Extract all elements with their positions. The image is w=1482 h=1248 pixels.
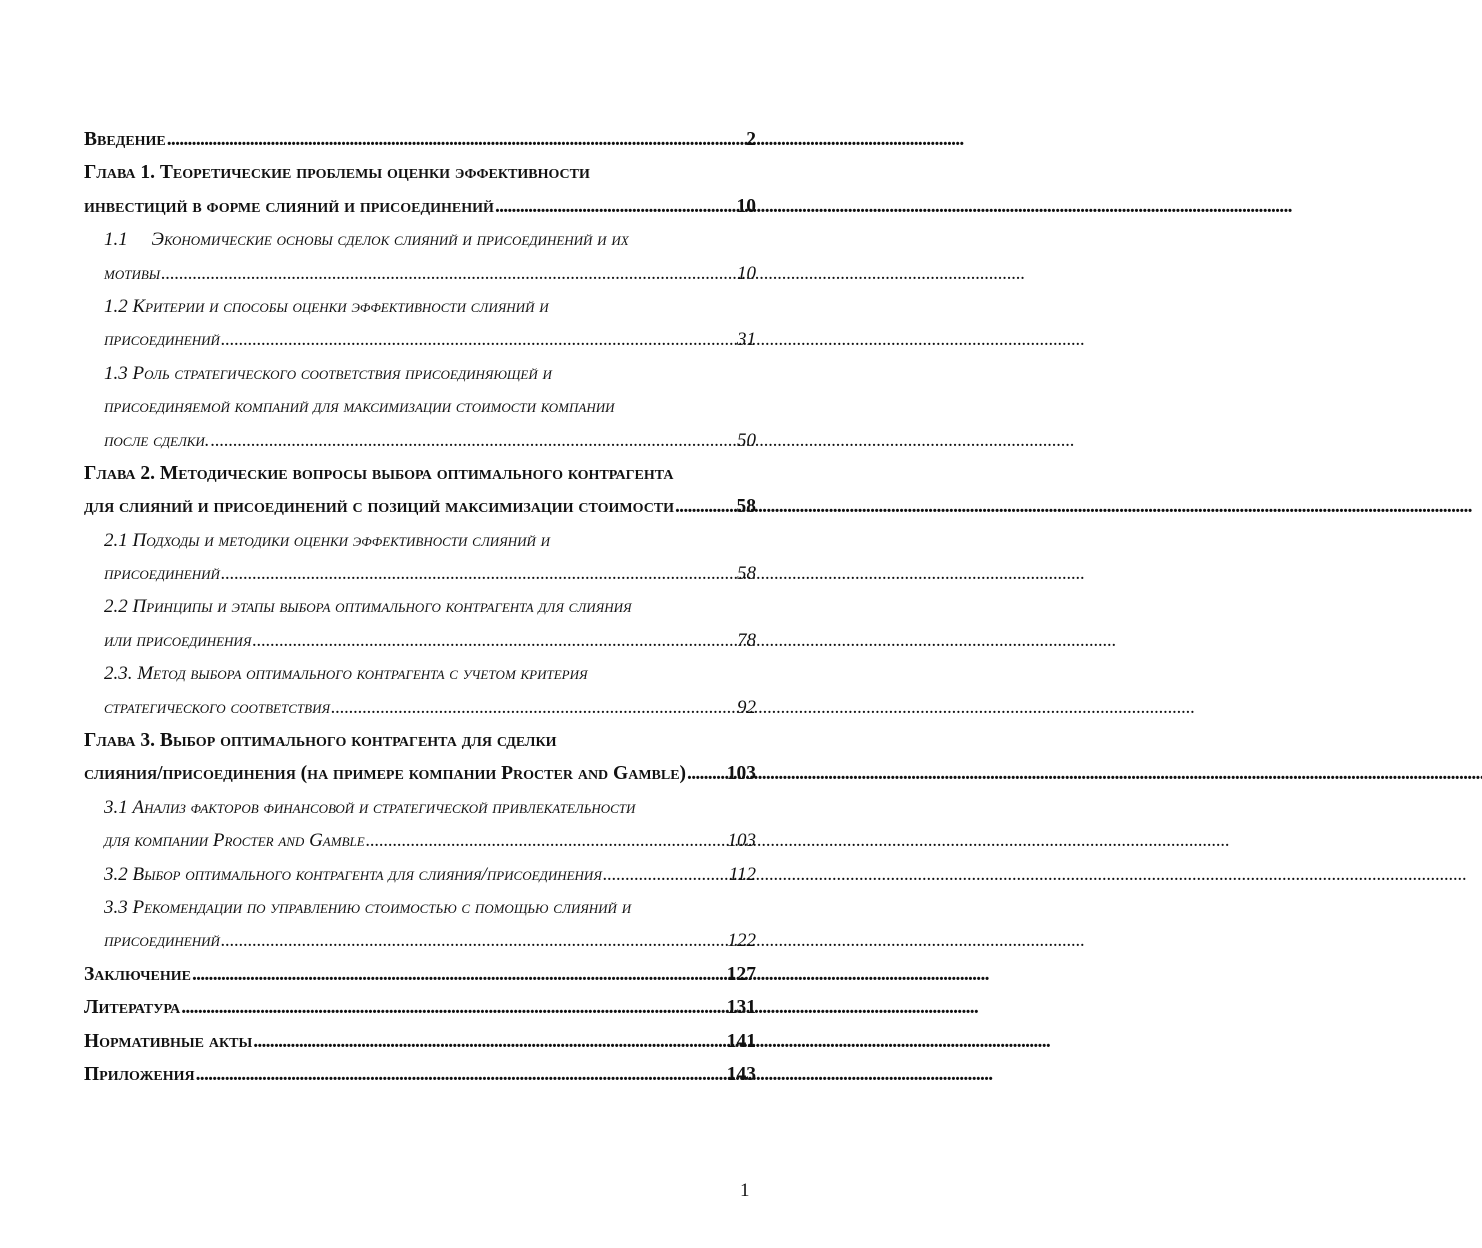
toc-entry-title: Глава 2. Методические вопросы выбора оптимального контрагента — [84, 462, 674, 484]
toc-section-entry[interactable] — [84, 524, 756, 591]
toc-entry-title: 3.2 Выбор оптимального контрагента для слияния/присоединения — [104, 863, 602, 885]
toc-chapter-entry[interactable] — [84, 1025, 756, 1058]
dot-leader — [603, 858, 728, 891]
toc-entry-title: Глава 1. Теоретические проблемы оценки эффективности — [84, 162, 590, 184]
toc-entry-title: после сделки. — [104, 429, 210, 451]
toc-page-number: 112 — [728, 863, 756, 885]
toc-page-number: 143 — [726, 1063, 756, 1085]
dot-leader — [192, 958, 726, 991]
toc-chapter-entry[interactable] — [84, 156, 756, 223]
toc-section-entry[interactable] — [84, 357, 756, 457]
toc-entry-title: мотивы — [104, 262, 161, 284]
dot-leader — [167, 123, 745, 156]
toc-entry-title: 1.1 Экономические основы сделок слияний и присоединений и их — [104, 229, 629, 251]
toc-line — [84, 1058, 756, 1091]
toc-entry-title: Глава 3. Выбор оптимального контрагента для сделки — [84, 730, 557, 752]
toc-page-number: 31 — [737, 329, 756, 351]
toc-entry-title: Приложения — [84, 1063, 195, 1085]
toc-entry-title: 2.2 Принципы и этапы выбора оптимального контрагента для слияния — [104, 596, 632, 618]
toc-entry-title: 3.1 Анализ факторов финансовой и стратегической привлекательности — [104, 796, 636, 818]
toc-entry-title: Введение — [84, 129, 166, 150]
toc-page-number: 50 — [737, 429, 756, 451]
toc-line — [84, 1025, 756, 1058]
toc-line — [84, 323, 756, 356]
toc-entry-title: присоединений — [104, 329, 220, 351]
toc-chapter-entry[interactable] — [84, 457, 756, 524]
toc-line — [84, 791, 756, 824]
toc-line — [84, 991, 756, 1024]
toc-entry-title: Нормативные акты — [84, 1030, 253, 1052]
dot-leader — [675, 490, 735, 523]
toc-section-entry[interactable] — [84, 891, 756, 958]
toc-entry-title: 2.3. Метод выбора оптимального контрагента с учетом критерия — [104, 663, 588, 685]
toc-line — [84, 958, 756, 991]
toc-entry-title: для компании Procter and Gamble — [104, 830, 365, 852]
toc-page-number: 103 — [726, 763, 756, 785]
toc-chapter-entry[interactable] — [84, 123, 756, 156]
toc-line — [84, 524, 756, 557]
toc-entry-title: присоединений — [104, 930, 220, 952]
toc-line — [84, 123, 756, 156]
toc-page-number: 131 — [726, 997, 756, 1019]
toc-page-number: 92 — [737, 696, 756, 718]
toc-line — [84, 490, 756, 523]
toc-line — [84, 257, 756, 290]
toc-section-entry[interactable] — [84, 590, 756, 657]
toc-line — [84, 223, 756, 256]
dot-leader — [211, 424, 736, 457]
dot-leader — [252, 624, 736, 657]
toc-page-number: 10 — [736, 195, 756, 217]
toc-line — [84, 657, 756, 690]
dot-leader — [196, 1058, 726, 1091]
toc-entry-title: присоединений — [104, 563, 220, 585]
toc-section-entry[interactable] — [84, 223, 756, 290]
toc-line — [84, 891, 756, 924]
page-number: 1 — [740, 1180, 750, 1201]
toc-chapter-entry[interactable] — [84, 958, 756, 991]
toc-page-number: 10 — [737, 262, 756, 284]
toc-line — [84, 357, 756, 390]
toc-line — [84, 190, 756, 223]
dot-leader — [687, 757, 726, 790]
toc-entry-title: 1.2 Критерии и способы оценки эффективности слияний и — [104, 295, 549, 317]
toc-entry-title: присоединяемой компаний для максимизации стоимости компании — [104, 396, 615, 418]
dot-leader — [221, 323, 736, 356]
toc-line — [84, 691, 756, 724]
toc-entry-title: инвестиций в форме слияний и присоединений — [84, 195, 494, 217]
toc-page-number: 58 — [736, 496, 756, 518]
toc-entry-title: 3.3 Рекомендации по управлению стоимостью с помощью слияний и — [104, 896, 632, 918]
toc-line — [84, 924, 756, 957]
toc-line — [84, 824, 756, 857]
toc-line — [84, 390, 756, 423]
toc-line — [84, 457, 756, 490]
toc-entry-title: Литература — [84, 997, 181, 1019]
toc-page-number: 122 — [727, 930, 756, 952]
dot-leader — [495, 190, 736, 223]
dot-leader — [331, 691, 736, 724]
toc-section-entry[interactable] — [84, 858, 756, 891]
toc-line — [84, 858, 756, 891]
dot-leader — [221, 557, 736, 590]
toc-line — [84, 557, 756, 590]
toc-entry-title: или присоединения — [104, 629, 252, 651]
toc-entry-title: Заключение — [84, 963, 191, 985]
toc-line — [84, 290, 756, 323]
toc-page-number: 2 — [746, 129, 756, 150]
toc-line — [84, 757, 756, 790]
toc-entry-title: для слияний и присоединений с позиций максимизации стоимости — [84, 496, 675, 518]
dot-leader — [221, 924, 727, 957]
dot-leader — [161, 257, 736, 290]
toc-chapter-entry[interactable] — [84, 724, 756, 791]
toc-entry-title: 1.3 Роль стратегического соответствия присоединяющей и — [104, 362, 552, 384]
toc-page-number: 141 — [726, 1030, 756, 1052]
table-of-contents — [84, 123, 756, 1091]
toc-section-entry[interactable] — [84, 290, 756, 357]
toc-chapter-entry[interactable] — [84, 991, 756, 1024]
toc-entry-title: 2.1 Подходы и методики оценки эффективности слияний и — [104, 529, 551, 551]
dot-leader — [366, 824, 727, 857]
toc-entry-title: слияния/присоединения (на примере компании Procter and Gamble) — [84, 763, 687, 785]
toc-chapter-entry[interactable] — [84, 1058, 756, 1091]
toc-page-number: 103 — [727, 830, 756, 852]
toc-page-number: 127 — [726, 963, 756, 985]
toc-line — [84, 624, 756, 657]
toc-page-number: 78 — [737, 629, 756, 651]
toc-section-entry[interactable] — [84, 657, 756, 724]
toc-section-entry[interactable] — [84, 791, 756, 858]
toc-line — [84, 424, 756, 457]
toc-line — [84, 590, 756, 623]
toc-entry-title: стратегического соответствия — [104, 696, 331, 718]
dot-leader — [181, 991, 726, 1024]
toc-line — [84, 724, 756, 757]
toc-page-number: 58 — [737, 563, 756, 585]
toc-line — [84, 156, 756, 189]
dot-leader — [253, 1025, 726, 1058]
